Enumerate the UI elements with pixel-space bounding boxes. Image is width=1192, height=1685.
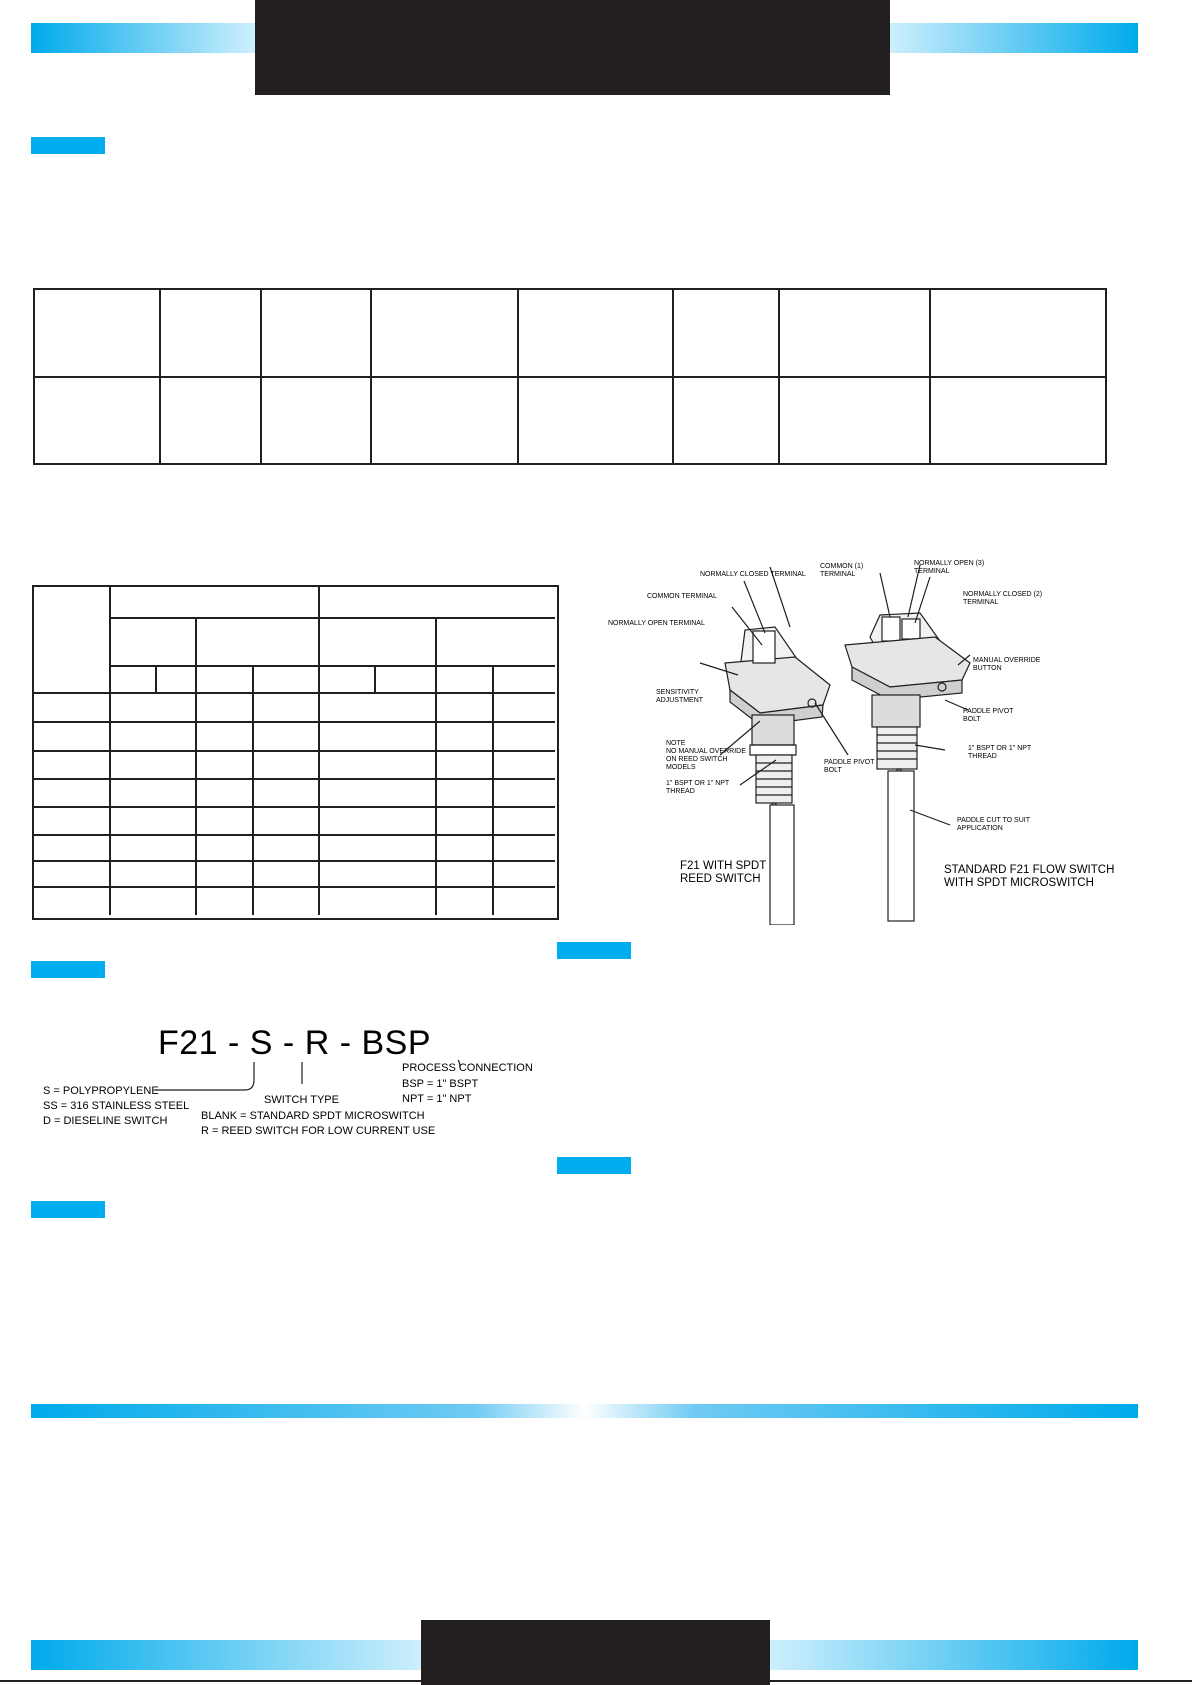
flow-rate-table-grid <box>34 587 555 915</box>
footer-band-left <box>31 1640 421 1670</box>
footer-band-right <box>770 1640 1138 1670</box>
label-paddle-2: APPLICATION <box>957 825 1003 832</box>
label-normally-open-terminal: NORMALLY OPEN TERMINAL <box>608 620 705 627</box>
header-title-block <box>255 0 890 95</box>
section-tag <box>557 1157 631 1174</box>
label-common-terminal: COMMON TERMINAL <box>647 593 717 600</box>
label-common-1: COMMON (1) <box>820 563 864 570</box>
label-normally-closed-2: TERMINAL <box>963 599 999 606</box>
switch-type-option: R = REED SWITCH FOR LOW CURRENT USE <box>201 1125 436 1137</box>
label-sensitivity-1: SENSITIVITY <box>656 689 699 696</box>
process-connection-option: NPT = 1" NPT <box>402 1093 472 1105</box>
label-manual-override-1: MANUAL OVERRIDE <box>973 657 1041 664</box>
divider-band <box>31 1404 1138 1418</box>
label-note-3: ON REED SWITCH <box>666 756 728 763</box>
label-sensitivity-2: ADJUSTMENT <box>656 697 704 704</box>
label-normally-closed-1: NORMALLY CLOSED (2) <box>963 591 1043 598</box>
label-thread-right-1: 1" BSPT OR 1" NPT <box>968 745 1032 752</box>
process-connection-title: PROCESS CONNECTION <box>402 1062 533 1074</box>
label-paddle-1: PADDLE CUT TO SUIT <box>957 817 1030 824</box>
header-band-right <box>890 23 1138 53</box>
label-note-4: MODELS <box>666 764 696 771</box>
material-option: SS = 316 STAINLESS STEEL <box>43 1100 190 1112</box>
label-note-2: NO MANUAL OVERRIDE <box>666 748 746 755</box>
label-pivot-right-2: BOLT <box>963 716 981 723</box>
label-normally-open-2: TERMINAL <box>914 568 950 575</box>
label-pivot-left-1: PADDLE PIVOT <box>824 759 875 766</box>
header-band-left <box>31 23 255 53</box>
label-note-1: NOTE <box>666 740 686 747</box>
label-pivot-left-2: BOLT <box>824 767 842 774</box>
footer-rule <box>0 1680 1192 1682</box>
label-manual-override-2: BUTTON <box>973 665 1002 672</box>
section-tag <box>557 942 631 959</box>
material-option: D = DIESELINE SWITCH <box>43 1115 168 1127</box>
footer-block <box>421 1620 770 1685</box>
section-tag <box>31 137 105 154</box>
label-pivot-right-1: PADDLE PIVOT <box>963 708 1014 715</box>
switch-type-option: BLANK = STANDARD SPDT MICROSWITCH <box>201 1110 425 1122</box>
label-normally-closed-terminal: NORMALLY CLOSED TERMINAL <box>700 571 806 578</box>
material-option: S = POLYPROPYLENE <box>43 1085 159 1097</box>
caption-reed-switch-1: F21 WITH SPDT <box>680 860 767 872</box>
order-code: F21 - S - R - BSP <box>158 1024 431 1062</box>
label-thread-left-1: 1" BSPT OR 1" NPT <box>666 780 730 787</box>
section-tag <box>31 1201 105 1218</box>
label-common-2: TERMINAL <box>820 571 856 578</box>
label-thread-right-2: THREAD <box>968 753 997 760</box>
process-connection-option: BSP = 1" BSPT <box>402 1078 479 1090</box>
caption-reed-switch-2: REED SWITCH <box>680 873 761 885</box>
section-tag <box>31 961 105 978</box>
label-normally-open-1: NORMALLY OPEN (3) <box>914 560 985 567</box>
specification-table <box>33 288 1107 465</box>
caption-microswitch-1: STANDARD F21 FLOW SWITCH <box>944 864 1115 876</box>
switch-type-title: SWITCH TYPE <box>264 1094 339 1106</box>
caption-microswitch-2: WITH SPDT MICROSWITCH <box>944 877 1094 889</box>
label-thread-left-2: THREAD <box>666 788 695 795</box>
